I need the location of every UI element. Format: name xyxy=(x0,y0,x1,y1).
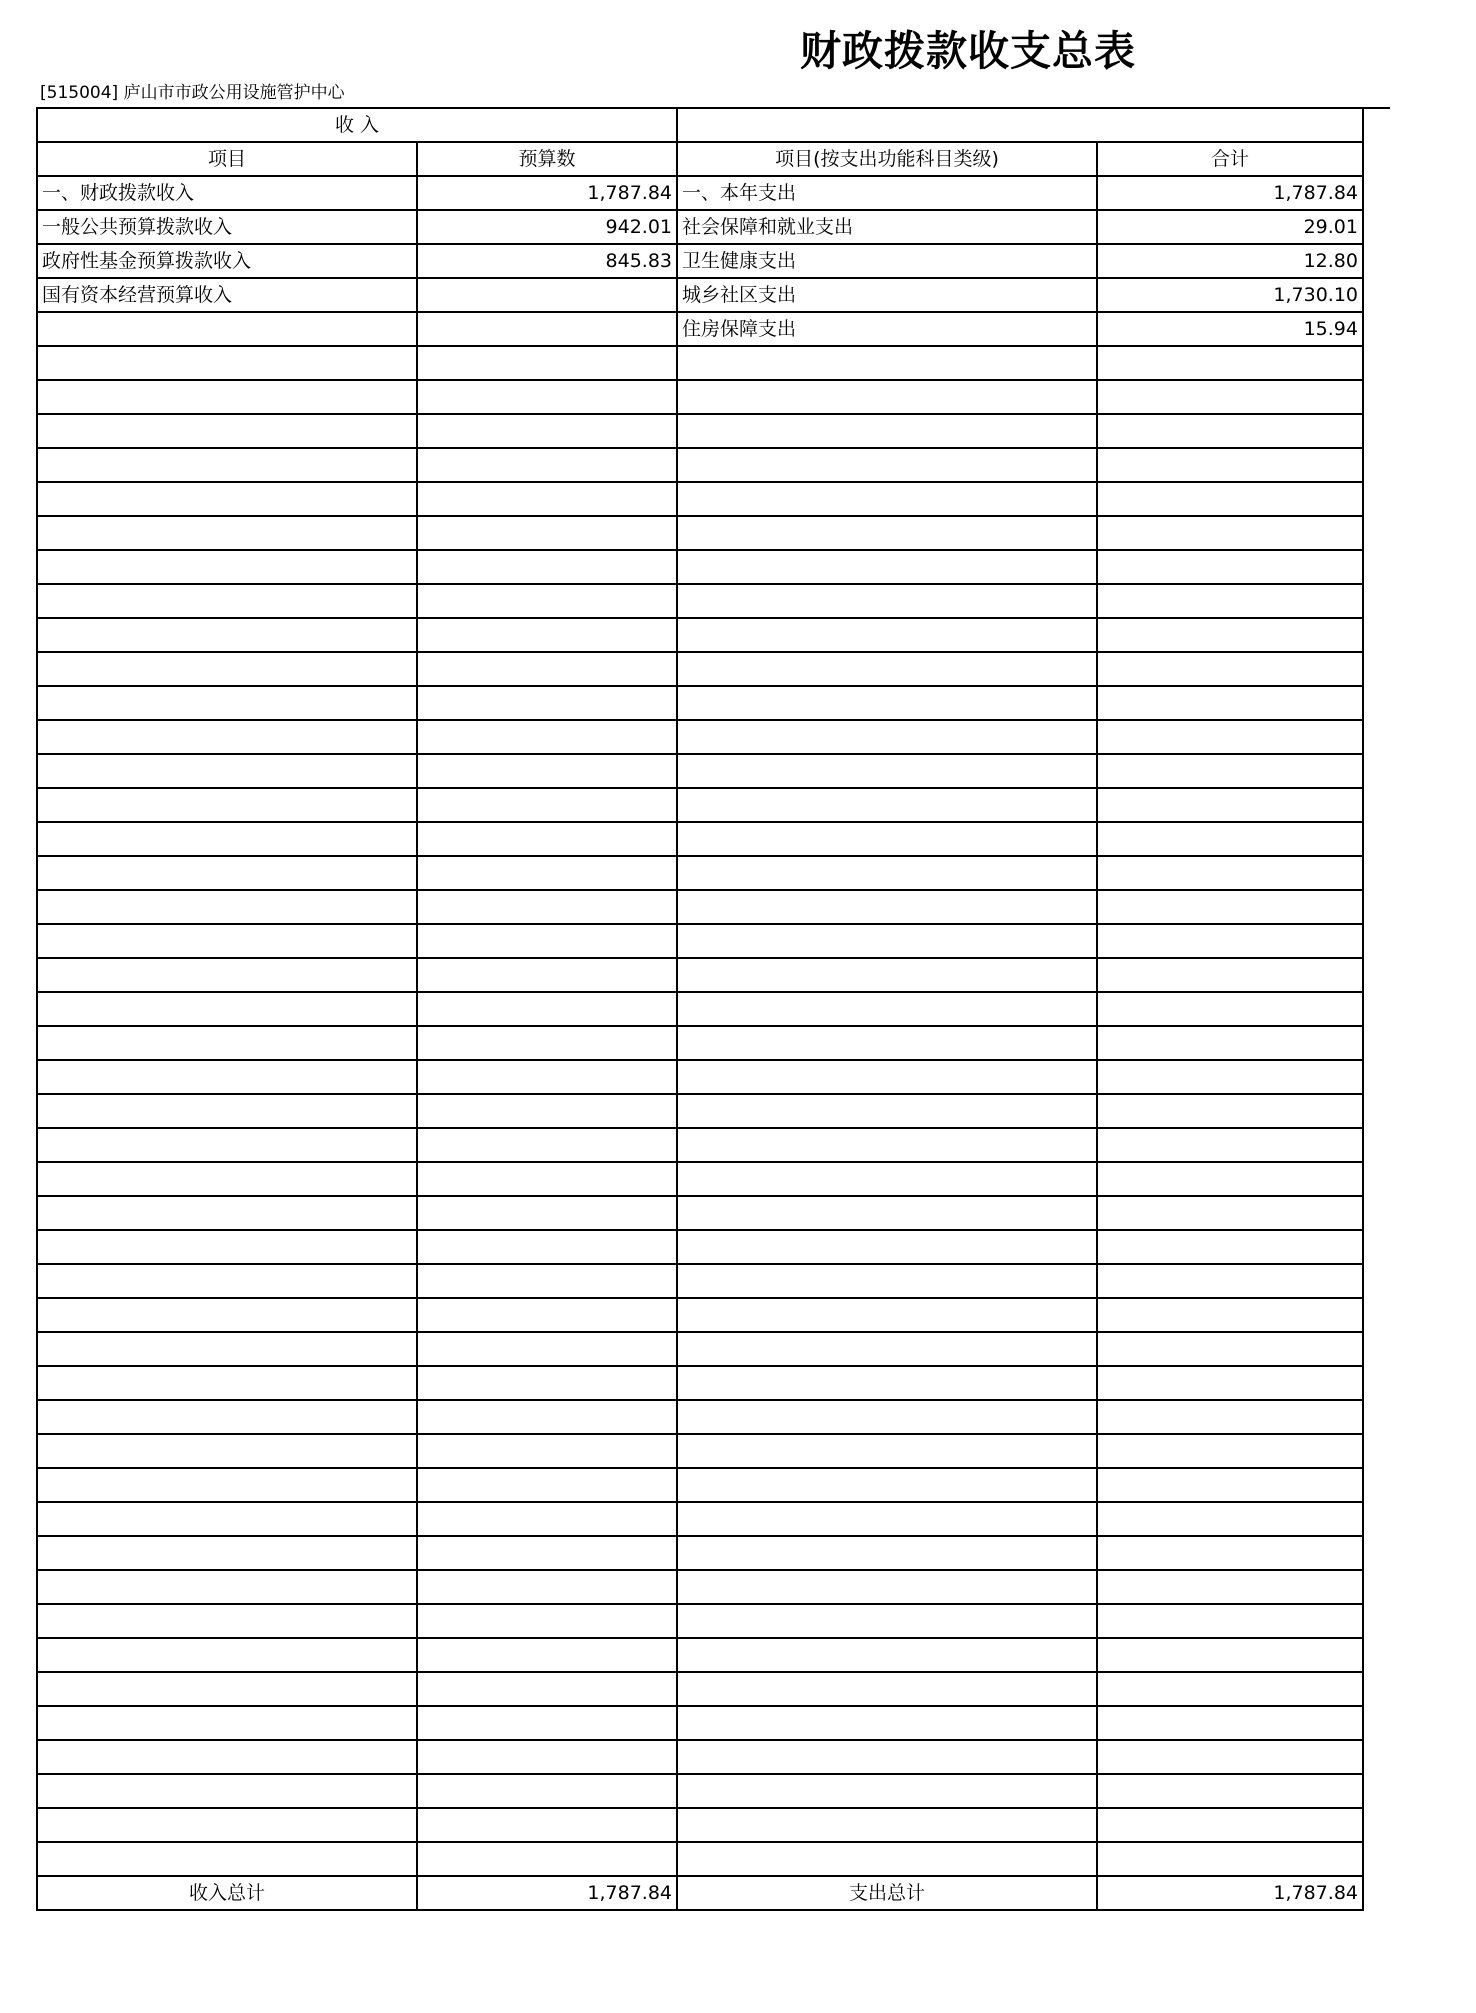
empty-cell xyxy=(37,1366,417,1400)
income-group-header: 收 入 xyxy=(37,108,677,142)
empty-cell xyxy=(1097,1332,1363,1366)
empty-cell xyxy=(1097,1502,1363,1536)
empty-cell xyxy=(37,1638,417,1672)
empty-cell xyxy=(37,1672,417,1706)
empty-cell xyxy=(1097,1604,1363,1638)
empty-cell xyxy=(677,754,1097,788)
table-row xyxy=(37,312,1363,346)
empty-cell xyxy=(1097,516,1363,550)
empty-cell xyxy=(677,380,1097,414)
income-total-label: 收入总计 xyxy=(37,1876,417,1910)
empty-row xyxy=(37,890,1363,924)
empty-cell xyxy=(417,448,677,482)
empty-row xyxy=(37,1774,1363,1808)
empty-cell xyxy=(417,1162,677,1196)
empty-cell xyxy=(1097,1094,1363,1128)
empty-cell xyxy=(677,1230,1097,1264)
empty-row xyxy=(37,1842,1363,1876)
empty-row xyxy=(37,1332,1363,1366)
empty-cell xyxy=(37,1740,417,1774)
empty-cell xyxy=(37,720,417,754)
empty-cell xyxy=(1097,414,1363,448)
empty-cell xyxy=(417,1774,677,1808)
empty-cell xyxy=(37,1434,417,1468)
page-title: 财政拨款收支总表 xyxy=(800,27,1136,75)
empty-row xyxy=(37,652,1363,686)
group-header-row xyxy=(37,108,1363,142)
empty-cell xyxy=(37,1026,417,1060)
budget-table xyxy=(36,107,1364,1911)
empty-cell xyxy=(417,1366,677,1400)
empty-cell xyxy=(37,1604,417,1638)
empty-cell xyxy=(1097,1740,1363,1774)
empty-cell xyxy=(417,1196,677,1230)
empty-row xyxy=(37,346,1363,380)
empty-row xyxy=(37,1400,1363,1434)
expense-item: 社会保障和就业支出 xyxy=(677,210,1097,244)
empty-cell xyxy=(677,992,1097,1026)
empty-cell xyxy=(417,890,677,924)
expense-item: 一、本年支出 xyxy=(677,176,1097,210)
empty-cell xyxy=(677,1808,1097,1842)
expense-total-value: 1,787.84 xyxy=(1097,1876,1363,1910)
empty-cell xyxy=(37,1060,417,1094)
empty-cell xyxy=(677,652,1097,686)
income-budget xyxy=(417,278,677,312)
income-budget xyxy=(417,312,677,346)
empty-cell xyxy=(1097,482,1363,516)
empty-cell xyxy=(37,618,417,652)
empty-cell xyxy=(1097,856,1363,890)
empty-cell xyxy=(417,1570,677,1604)
empty-cell xyxy=(1097,1264,1363,1298)
empty-cell xyxy=(1097,788,1363,822)
empty-row xyxy=(37,924,1363,958)
empty-cell xyxy=(37,1196,417,1230)
empty-cell xyxy=(677,1604,1097,1638)
empty-cell xyxy=(37,652,417,686)
empty-cell xyxy=(37,1570,417,1604)
empty-cell xyxy=(417,346,677,380)
empty-cell xyxy=(1097,822,1363,856)
empty-cell xyxy=(1097,1196,1363,1230)
empty-cell xyxy=(1097,448,1363,482)
empty-cell xyxy=(677,686,1097,720)
empty-cell xyxy=(677,1434,1097,1468)
empty-cell xyxy=(677,482,1097,516)
empty-cell xyxy=(417,1128,677,1162)
income-total-value: 1,787.84 xyxy=(417,1876,677,1910)
empty-cell xyxy=(417,1400,677,1434)
empty-row xyxy=(37,1060,1363,1094)
empty-row xyxy=(37,1434,1363,1468)
income-budget: 1,787.84 xyxy=(417,176,677,210)
empty-cell xyxy=(677,1570,1097,1604)
empty-cell xyxy=(677,1502,1097,1536)
empty-cell xyxy=(677,516,1097,550)
empty-cell xyxy=(417,924,677,958)
empty-cell xyxy=(37,346,417,380)
empty-row xyxy=(37,1026,1363,1060)
empty-cell xyxy=(37,822,417,856)
income-item: 一、财政拨款收入 xyxy=(37,176,417,210)
empty-cell xyxy=(37,1298,417,1332)
empty-row xyxy=(37,1502,1363,1536)
empty-cell xyxy=(37,1094,417,1128)
empty-cell xyxy=(677,1060,1097,1094)
empty-cell xyxy=(677,822,1097,856)
empty-cell xyxy=(677,618,1097,652)
empty-cell xyxy=(677,1332,1097,1366)
empty-cell xyxy=(1097,346,1363,380)
empty-cell xyxy=(1097,380,1363,414)
empty-cell xyxy=(677,1366,1097,1400)
empty-cell xyxy=(417,584,677,618)
expense-total: 15.94 xyxy=(1097,312,1363,346)
empty-cell xyxy=(417,1536,677,1570)
empty-cell xyxy=(417,1230,677,1264)
empty-row xyxy=(37,856,1363,890)
empty-cell xyxy=(417,1332,677,1366)
empty-cell xyxy=(677,346,1097,380)
empty-row xyxy=(37,1128,1363,1162)
empty-cell xyxy=(677,1298,1097,1332)
empty-cell xyxy=(37,380,417,414)
empty-cell xyxy=(677,958,1097,992)
empty-row xyxy=(37,1298,1363,1332)
empty-cell xyxy=(1097,924,1363,958)
empty-cell xyxy=(677,1196,1097,1230)
empty-cell xyxy=(417,1842,677,1876)
empty-row xyxy=(37,992,1363,1026)
empty-cell xyxy=(37,754,417,788)
income-item: 国有资本经营预算收入 xyxy=(37,278,417,312)
empty-cell xyxy=(37,856,417,890)
empty-cell xyxy=(37,1706,417,1740)
empty-cell xyxy=(37,584,417,618)
empty-cell xyxy=(417,550,677,584)
empty-cell xyxy=(417,1808,677,1842)
empty-cell xyxy=(37,1230,417,1264)
empty-cell xyxy=(417,720,677,754)
empty-row xyxy=(37,1468,1363,1502)
empty-cell xyxy=(1097,550,1363,584)
empty-cell xyxy=(417,788,677,822)
income-item xyxy=(37,312,417,346)
empty-cell xyxy=(37,788,417,822)
empty-cell xyxy=(677,1094,1097,1128)
empty-row xyxy=(37,1808,1363,1842)
empty-cell xyxy=(1097,1672,1363,1706)
empty-cell xyxy=(417,1604,677,1638)
expense-total: 29.01 xyxy=(1097,210,1363,244)
empty-cell xyxy=(1097,1536,1363,1570)
empty-cell xyxy=(417,1706,677,1740)
empty-cell xyxy=(37,482,417,516)
empty-cell xyxy=(417,856,677,890)
empty-row xyxy=(37,1672,1363,1706)
empty-cell xyxy=(417,1468,677,1502)
empty-cell xyxy=(677,1672,1097,1706)
empty-cell xyxy=(1097,1400,1363,1434)
empty-cell xyxy=(1097,992,1363,1026)
empty-cell xyxy=(1097,754,1363,788)
empty-cell xyxy=(1097,1434,1363,1468)
empty-cell xyxy=(677,1706,1097,1740)
empty-cell xyxy=(677,856,1097,890)
empty-cell xyxy=(417,1434,677,1468)
empty-cell xyxy=(417,754,677,788)
empty-cell xyxy=(1097,686,1363,720)
empty-cell xyxy=(37,1774,417,1808)
empty-cell xyxy=(417,1740,677,1774)
empty-cell xyxy=(1097,1638,1363,1672)
empty-cell xyxy=(417,1638,677,1672)
empty-cell xyxy=(37,924,417,958)
empty-row xyxy=(37,1230,1363,1264)
empty-cell xyxy=(417,686,677,720)
table-row xyxy=(37,210,1363,244)
empty-cell xyxy=(37,958,417,992)
empty-cell xyxy=(417,482,677,516)
expense-group-header xyxy=(677,108,1363,142)
empty-cell xyxy=(417,1298,677,1332)
empty-row xyxy=(37,1162,1363,1196)
empty-cell xyxy=(417,380,677,414)
empty-cell xyxy=(37,1162,417,1196)
empty-cell xyxy=(1097,1842,1363,1876)
empty-cell xyxy=(677,1740,1097,1774)
empty-cell xyxy=(37,686,417,720)
empty-cell xyxy=(1097,1468,1363,1502)
empty-cell xyxy=(1097,890,1363,924)
empty-cell xyxy=(37,1264,417,1298)
empty-cell xyxy=(417,1672,677,1706)
empty-cell xyxy=(417,516,677,550)
empty-cell xyxy=(677,720,1097,754)
empty-row xyxy=(37,550,1363,584)
empty-cell xyxy=(677,1264,1097,1298)
empty-cell xyxy=(417,414,677,448)
expense-total: 1,787.84 xyxy=(1097,176,1363,210)
empty-cell xyxy=(1097,1230,1363,1264)
income-budget: 942.01 xyxy=(417,210,677,244)
empty-cell xyxy=(1097,1026,1363,1060)
empty-row xyxy=(37,1094,1363,1128)
empty-cell xyxy=(1097,1162,1363,1196)
empty-row xyxy=(37,788,1363,822)
empty-cell xyxy=(677,1400,1097,1434)
empty-row xyxy=(37,754,1363,788)
empty-cell xyxy=(37,1400,417,1434)
empty-cell xyxy=(1097,1298,1363,1332)
empty-row xyxy=(37,1740,1363,1774)
empty-cell xyxy=(677,1774,1097,1808)
empty-cell xyxy=(37,1468,417,1502)
empty-cell xyxy=(37,1808,417,1842)
empty-row xyxy=(37,686,1363,720)
empty-cell xyxy=(677,448,1097,482)
empty-cell xyxy=(1097,652,1363,686)
empty-cell xyxy=(1097,1570,1363,1604)
expense-total-label: 支出总计 xyxy=(677,1876,1097,1910)
empty-cell xyxy=(37,448,417,482)
expense-item: 住房保障支出 xyxy=(677,312,1097,346)
empty-row xyxy=(37,482,1363,516)
empty-row xyxy=(37,1536,1363,1570)
expense-item: 卫生健康支出 xyxy=(677,244,1097,278)
empty-cell xyxy=(677,1536,1097,1570)
income-item: 政府性基金预算拨款收入 xyxy=(37,244,417,278)
empty-cell xyxy=(677,1468,1097,1502)
expense-total: 1,730.10 xyxy=(1097,278,1363,312)
empty-row xyxy=(37,1604,1363,1638)
empty-cell xyxy=(37,890,417,924)
empty-cell xyxy=(677,414,1097,448)
empty-cell xyxy=(417,1264,677,1298)
empty-cell xyxy=(677,550,1097,584)
empty-cell xyxy=(1097,1060,1363,1094)
income-item: 一般公共预算拨款收入 xyxy=(37,210,417,244)
empty-cell xyxy=(1097,1808,1363,1842)
empty-cell xyxy=(37,1502,417,1536)
column-header-row xyxy=(37,142,1363,176)
empty-row xyxy=(37,1706,1363,1740)
empty-cell xyxy=(677,1026,1097,1060)
col-header-expense-item: 项目(按支出功能科目类级) xyxy=(677,142,1097,176)
empty-row xyxy=(37,1366,1363,1400)
empty-row xyxy=(37,822,1363,856)
empty-cell xyxy=(1097,584,1363,618)
organization-label: [515004] 庐山市市政公用设施管护中心 xyxy=(40,83,345,103)
empty-cell xyxy=(677,1638,1097,1672)
empty-row xyxy=(37,958,1363,992)
empty-row xyxy=(37,1570,1363,1604)
empty-cell xyxy=(417,1026,677,1060)
empty-row xyxy=(37,1264,1363,1298)
empty-row xyxy=(37,448,1363,482)
empty-row xyxy=(37,584,1363,618)
empty-cell xyxy=(1097,1774,1363,1808)
col-header-budget: 预算数 xyxy=(417,142,677,176)
empty-cell xyxy=(37,1536,417,1570)
empty-cell xyxy=(1097,618,1363,652)
empty-cell xyxy=(37,550,417,584)
empty-cell xyxy=(1097,1366,1363,1400)
empty-cell xyxy=(37,516,417,550)
empty-cell xyxy=(417,992,677,1026)
empty-row xyxy=(37,516,1363,550)
empty-cell xyxy=(37,1842,417,1876)
empty-cell xyxy=(417,822,677,856)
col-header-item: 项目 xyxy=(37,142,417,176)
empty-row xyxy=(37,618,1363,652)
empty-row xyxy=(37,720,1363,754)
income-budget: 845.83 xyxy=(417,244,677,278)
empty-cell xyxy=(37,992,417,1026)
col-header-total: 合计 xyxy=(1097,142,1363,176)
table-row xyxy=(37,278,1363,312)
empty-row xyxy=(37,1196,1363,1230)
empty-cell xyxy=(1097,958,1363,992)
empty-cell xyxy=(1097,1128,1363,1162)
empty-cell xyxy=(417,1060,677,1094)
empty-cell xyxy=(677,890,1097,924)
expense-item: 城乡社区支出 xyxy=(677,278,1097,312)
empty-cell xyxy=(677,924,1097,958)
empty-cell xyxy=(1097,720,1363,754)
empty-row xyxy=(37,1638,1363,1672)
empty-cell xyxy=(417,1502,677,1536)
empty-cell xyxy=(1097,1706,1363,1740)
empty-cell xyxy=(677,1162,1097,1196)
empty-cell xyxy=(417,652,677,686)
empty-cell xyxy=(37,1128,417,1162)
empty-row xyxy=(37,414,1363,448)
empty-cell xyxy=(677,1842,1097,1876)
empty-cell xyxy=(417,1094,677,1128)
empty-row xyxy=(37,380,1363,414)
empty-cell xyxy=(417,958,677,992)
empty-cell xyxy=(677,584,1097,618)
empty-cell xyxy=(37,414,417,448)
empty-cell xyxy=(37,1332,417,1366)
table-row xyxy=(37,244,1363,278)
empty-cell xyxy=(677,788,1097,822)
expense-total: 12.80 xyxy=(1097,244,1363,278)
empty-cell xyxy=(677,1128,1097,1162)
empty-cell xyxy=(417,618,677,652)
table-row xyxy=(37,176,1363,210)
total-row xyxy=(37,1876,1363,1910)
